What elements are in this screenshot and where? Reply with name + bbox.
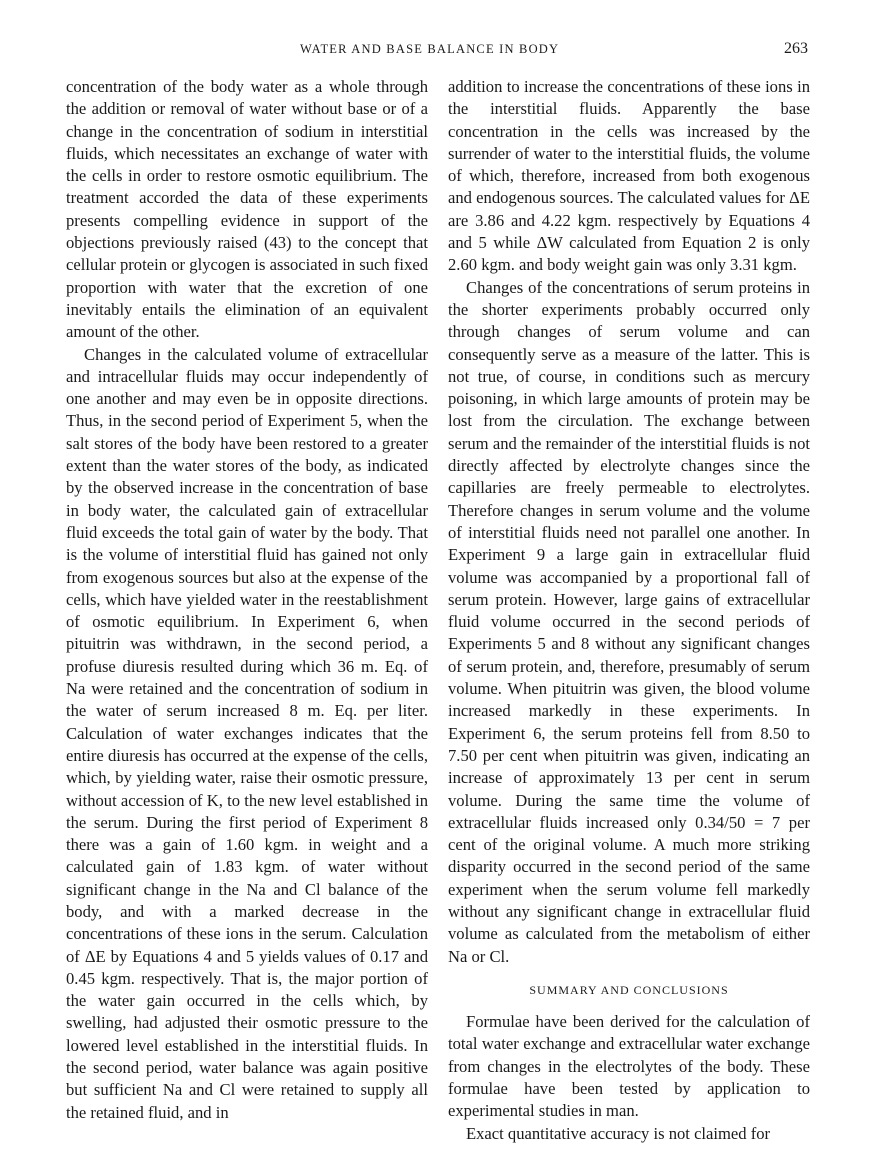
page-number: 263 — [784, 40, 808, 57]
paragraph: Changes in the calculated volume of extracellular and intracellular fluids may occur independently of one another and may even be in opposite directions. Thus, in the second period of Experiment 5, when the salt stores of the body have been restored to a greater extent than the water stores of the body, as indicated by the observed increase in the concentration of base in body water, the calculated gain of extracellular fluid exceeds the total gain of water by the body. That is the volume of interstitial fluid has gained not only from exogenous sources but also at the expense of the cells, which have yielded water in the reestablishment of osmotic equilibrium. In Experiment 6, when pituitrin was withdrawn, in the second period, a profuse diuresis resulted during which 36 m. Eq. of Na were retained and the concentration of sodium in the water of serum increased 8 m. Eq. per liter. Calculation of water exchanges indicates that the entire diuresis has occurred at the expense of the cells, which, by yielding water, raise their osmotic pressure, without accession of K, to the new level established in the serum. During the first period of Experiment 8 there was a gain of 1.60 kgm. in weight and a calculated gain of 1.83 kgm. of water without significant change in the Na and Cl balance of the body, and with a marked decrease in the concentrations of these ions in the serum. Calculation of ΔE by Equations 4 and 5 yields values of 0.17 and 0.45 kgm. respectively. That is, the major portion of the water gain occurred in the cells which, by swelling, had adjusted their osmotic pressure to the lowered level established in the interstitial fluids. In the second period, water balance was again positive but sufficient Na and Cl were retained to supply all the retained fluid, and in — [66, 344, 428, 1122]
paragraph: addition to increase the concentrations of these ions in the interstitial fluids. Apparently the base concentration in the cells was increased by the surrender of water to the interstitial fluids, the volume of which, therefore, increased from both exogenous and endogenous sources. The calculated values for ΔE are 3.86 and 4.22 kgm. respectively by Equations 4 and 5 while ΔW calculated from Equation 2 is only 2.60 kgm. and body weight gain was only 3.31 kgm. — [448, 77, 810, 275]
paragraph: Exact quantitative accuracy is not claimed for — [466, 1123, 771, 1143]
paragraph: Changes of the concentrations of serum proteins in the shorter experiments probably occurred only through changes of serum volume and can consequently serve as a measure of the latter. This is not true, of course, in conditions such as mercury poisoning, in which large amounts of protein may be lost from the circulation. The exchange between serum and the remainder of the interstitial fluids is not directly affected by electrolyte changes since the capillaries are freely permeable to electrolytes. Therefore changes in serum volume and the volume of interstitial fluids need not parallel one another. In Experiment 9 a large gain in extracellular fluid volume was accompanied by a proportional fall of serum protein. However, large gains of extracellular fluid volume occurred in the second periods of Experiments 5 and 8 without any significant changes of serum protein, and, therefore, presumably of serum volume. When pituitrin was given, the blood volume increased markedly in these experiments. In Experiment 6, the serum proteins fell from 8.50 to 7.50 per cent when pituitrin was given, indicating an increase of approximately 13 per cent in serum volume. During the same time the volume of extracellular fluids increased only 0.34/50 = 7 per cent of the original volume. A much more striking disparity occurred in the second period of the same experiment when the serum volume fell markedly without any significant change in extracellular fluid volume as calculated from the metabolism of either Na or Cl. — [448, 277, 810, 966]
left-column — [66, 76, 428, 1124]
paragraph: concentration of the body water as a whole through the addition or removal of water without base or of a change in the concentration of sodium in interstitial fluids, which necessitates an exchange of water with the cells in order to restore osmotic equilibrium. The treatment accorded the data of these experiments presents compelling evidence in support of the objections previously raised (43) to the concept that cellular protein or glycogen is associated in such fixed proportion with water that the excretion of one inevitably entails the elimination of an equivalent amount of the other. — [66, 77, 428, 342]
paragraph: Formulae have been derived for the calculation of total water exchange and extracellular water exchange from changes in the electrolytes of the body. These formulae have been tested by application to experimental studies in man. — [448, 1012, 810, 1121]
right-column — [448, 76, 810, 1145]
section-heading: SUMMARY AND CONCLUSIONS — [529, 982, 729, 997]
running-head: WATER AND BASE BALANCE IN BODY — [300, 42, 560, 56]
